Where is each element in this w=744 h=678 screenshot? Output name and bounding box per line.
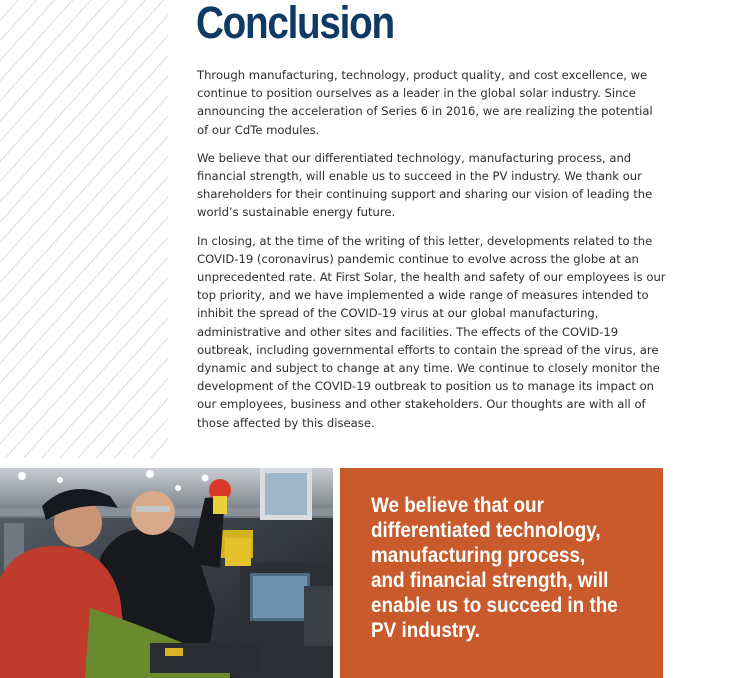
decorative-stripes — [0, 0, 168, 458]
paragraph-2: We believe that our differentiated technology, manufacturing process, and financial strength, will enable us to succeed in the PV industry. We thank our shareholders for their continuing support and sharing our vision of leading the world’s sustainable energy future. — [197, 150, 653, 220]
body-text — [197, 66, 667, 442]
pull-quote: We believe that our differentiated technology, manufacturing process, and financial strength, will enable us to succeed in the PV industry. — [371, 494, 618, 642]
factory-workers-photo — [0, 468, 333, 678]
pull-quote-box — [340, 468, 663, 678]
page-title: Conclusion — [196, 0, 394, 48]
paragraph-1: Through manufacturing, technology, product quality, and cost excellence, we continue to position ourselves as a leader in the global solar industry. Since announcing the acceleration of Series 6 in 2016, we are realizing the potential of our CdTe modules. — [197, 68, 653, 137]
paragraph-3: In closing, at the time of the writing of this letter, developments related to the COVID-19 (coronavirus) pandemic continue to evolve across the globe at an unprecedented rate. At First Solar, the health and safety of our employees is our top priority, and we have implemented a wide range of measures intended to inhibit the spread of the COVID-19 virus at our global manufacturing, administrative and other sites and facilities. The effects of the COVID-19 outbreak, including governmental efforts to contain the spread of the virus, are dynamic and subject to change at any time. We continue to closely monitor the development of the COVID-19 outbreak to position us to manage its impact on our employees, business and other stakeholders. Our thoughts are with all of those affected by this disease. — [197, 233, 666, 430]
